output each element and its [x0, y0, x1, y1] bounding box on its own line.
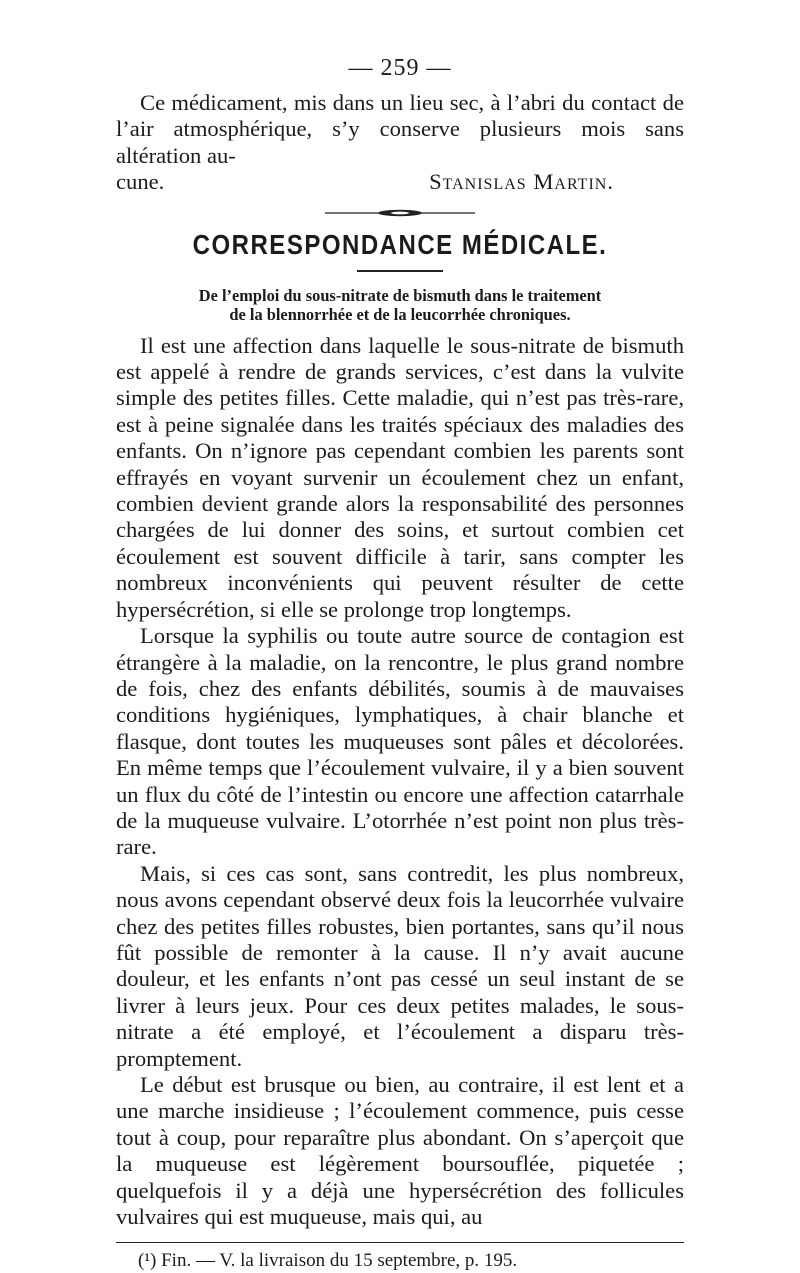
ornamental-rule: [116, 208, 684, 218]
intro-paragraph: [116, 90, 684, 169]
footnote-mark: (¹): [138, 1250, 157, 1272]
body-paragraph-4: Le début est brusque ou bien, au contraire, il est lent et a une marche insidieuse ; l’écoulement commence, puis cesse tout à coup, pour reparaître plus abondant. On s’aperçoit que la muqueuse est légèrement boursouflée, piquetée ; quelquefois il y a déjà une hypersécrétion des follicules vulvaires qui est muqueuse, mais qui, au: [116, 1072, 684, 1230]
ornament-icon: [325, 209, 475, 217]
intro-closing-line: [116, 169, 684, 195]
book-page: [116, 55, 684, 1273]
title-underline: [357, 270, 443, 272]
article-title-line-2: de la blennorrhée et de la leucorrhée chroniques.: [229, 304, 571, 324]
body-paragraph-3: Mais, si ces cas sont, sans contredit, les plus nombreux, nous avons cependant observé deux fois la leucorrhée vulvaire chez des petites filles robustes, bien portantes, sans qu’il nous fût possible de remonter à la cause. Il n’y avait aucune douleur, et les enfants n’ont pas cessé un seul instant de se livrer à leurs jeux. Pour ces deux petites malades, le sous-nitrate a été employé, et l’écoulement a disparu très-promptement.: [116, 860, 684, 1071]
footnote-divider: [116, 1242, 684, 1243]
article-title-line-1: De l’emploi du sous-nitrate de bismuth dans le traitement: [198, 285, 602, 305]
footnote-text: Fin. — V. la livraison du 15 septembre, p. 195.: [161, 1250, 518, 1272]
intro-text: Ce médicament, mis dans un lieu sec, à l’abri du contact de l’air atmosphérique, s’y conserve plusieurs mois sans altération au-: [116, 90, 684, 168]
article-title: [116, 286, 684, 324]
section-title: CORRESPONDANCE MÉDICALE.: [192, 229, 608, 261]
page-number: — 259 —: [348, 55, 452, 81]
intro-last-word: cune.: [116, 169, 165, 195]
footnote: [116, 1249, 684, 1273]
body-paragraph-2: Lorsque la syphilis ou toute autre source de contagion est étrangère à la maladie, on la rencontre, le plus grand nombre de fois, chez des enfants débilités, soumis à de mauvaises conditions hygiéniques, lymphatiques, à chair blanche et flasque, dont toutes les muqueuses sont pâles et décolorées. En même temps que l’écoulement vulvaire, il y a bien souvent un flux du côté de l’intestin ou encore une affection catarrhale de la muqueuse vulvaire. L’otorrhée n’est point non plus très-rare.: [116, 623, 684, 860]
author-signature: Stanislas Martin.: [429, 169, 614, 195]
body-paragraph-1: Il est une affection dans laquelle le sous-nitrate de bismuth est appelé à rendre de grands services, c’est dans la vulvite simple des petites filles. Cette maladie, qui n’est pas très-rare, est à peine signalée dans les traités spéciaux des maladies des enfants. On n’ignore pas cependant combien les parents sont effrayés en voyant survenir un écoulement chez un enfant, combien devient grande alors la responsabilité des personnes chargées de lui donner des soins, et surtout combien cet écoulement est souvent difficile à tarir, sans compter les nombreux inconvénients qui peuvent résulter de cette hypersécrétion, si elle se prolonge trop longtemps.: [116, 332, 684, 622]
